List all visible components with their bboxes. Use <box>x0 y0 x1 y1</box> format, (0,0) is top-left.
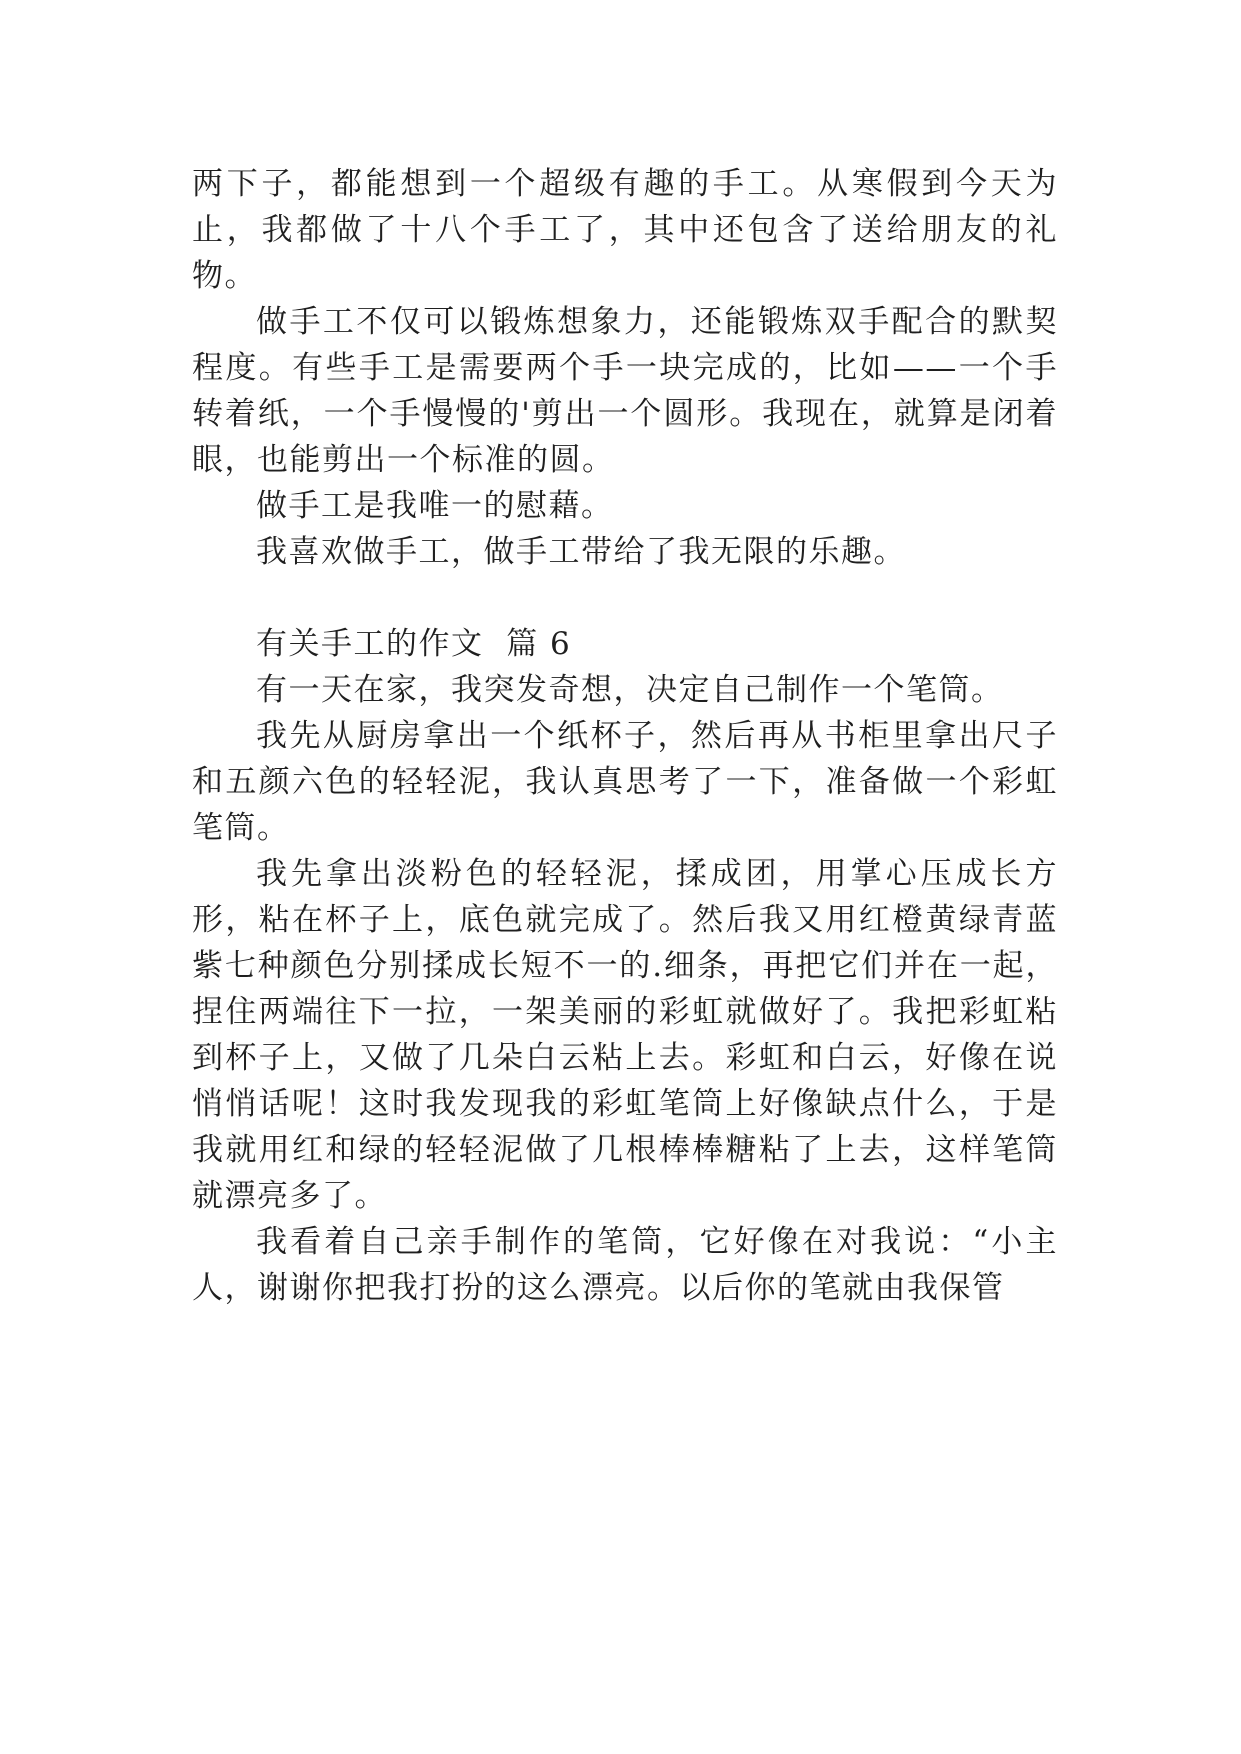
section-heading: 有关手工的作文 篇 6 <box>256 626 572 662</box>
paragraph: 做手工不仅可以锻炼想象力，还能锻炼双手配合的默契程度。有些手工是需要两个手一块完成的，比如——一个手转着纸，一个手慢慢的'剪出一个圆形。我现在，就算是闭着眼，也能剪出一个标准的圆。 <box>192 304 1058 478</box>
paragraph: 做手工是我唯一的慰藉。 <box>256 488 614 524</box>
paragraph: 我先从厨房拿出一个纸杯子，然后再从书柜里拿出尺子和五颜六色的轻轻泥，我认真思考了一下，准备做一个彩虹笔筒。 <box>192 718 1058 846</box>
paragraph: 我喜欢做手工，做手工带给了我无限的乐趣。 <box>256 534 906 570</box>
paragraph: 我先拿出淡粉色的轻轻泥，揉成团，用掌心压成长方形，粘在杯子上，底色就完成了。然后我又用红橙黄绿青蓝紫七种颜色分别揉成长短不一的.细条，再把它们并在一起，捏住两端往下一拉，一架美丽的彩虹就做好了。我把彩虹粘到杯子上，又做了几朵白云粘上去。彩虹和白云，好像在说悄悄话呢！这时我发现我的彩虹笔筒上好像缺点什么，于是我就用红和绿的轻轻泥做了几根棒棒糖粘了上去，这样笔筒就漂亮多了。 <box>192 856 1058 1214</box>
document-body <box>192 161 1058 1311</box>
paragraph: 有一天在家，我突发奇想，决定自己制作一个笔筒。 <box>256 672 1004 708</box>
paragraph: 两下子，都能想到一个超级有趣的手工。从寒假到今天为止，我都做了十八个手工了，其中还包含了送给朋友的礼物。 <box>192 166 1058 294</box>
paragraph: 我看着自己亲手制作的笔筒，它好像在对我说：“小主人，谢谢你把我打扮的这么漂亮。以后你的笔就由我保管 <box>192 1224 1058 1306</box>
section-spacer <box>192 575 1058 621</box>
